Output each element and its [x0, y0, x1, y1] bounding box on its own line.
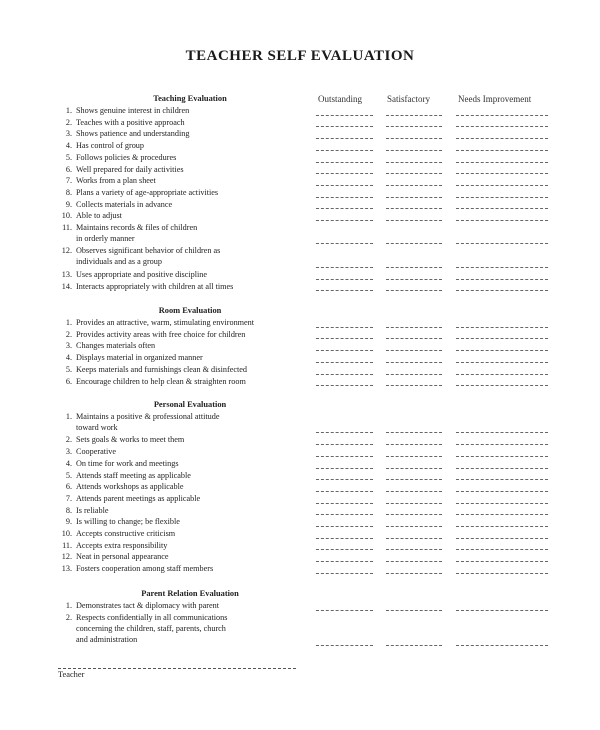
- rating-blank-needs-improvement[interactable]: [456, 479, 548, 480]
- evaluation-item: [58, 128, 308, 139]
- teacher-signature-label: Teacher: [58, 670, 85, 679]
- rating-blank-satisfactory[interactable]: [386, 479, 442, 480]
- rating-blank-satisfactory[interactable]: [386, 374, 442, 375]
- evaluation-item: [58, 481, 308, 492]
- rating-blank-satisfactory[interactable]: [386, 549, 442, 550]
- rating-blank-needs-improvement[interactable]: [456, 549, 548, 550]
- item-text: Is reliable: [76, 505, 109, 515]
- rating-blank-satisfactory[interactable]: [386, 610, 442, 611]
- rating-blank-needs-improvement[interactable]: [456, 279, 548, 280]
- evaluation-item: [58, 117, 308, 128]
- item-number: 13.: [61, 564, 72, 574]
- item-text: Accepts constructive criticism: [76, 529, 176, 538]
- section-title: Room Evaluation: [158, 306, 222, 315]
- rating-blank-needs-improvement[interactable]: [456, 350, 548, 351]
- rating-blank-needs-improvement[interactable]: [456, 514, 548, 515]
- rating-blank-outstanding[interactable]: [316, 197, 373, 198]
- rating-blank-satisfactory[interactable]: [386, 338, 442, 339]
- rating-blank-satisfactory[interactable]: [386, 197, 442, 198]
- item-text: Well prepared for daily activities: [76, 164, 184, 174]
- rating-blank-satisfactory[interactable]: [386, 243, 442, 244]
- item-text: Attends parent meetings as applicable: [76, 493, 201, 503]
- item-text: Observes significant behavior of children as: [76, 246, 221, 256]
- rating-blank-outstanding[interactable]: [316, 220, 373, 221]
- rating-blank-satisfactory[interactable]: [386, 432, 442, 433]
- evaluation-item: [58, 458, 308, 469]
- evaluation-item: [58, 563, 308, 574]
- rating-blank-outstanding[interactable]: [316, 610, 373, 611]
- item-number: 4.: [65, 353, 72, 363]
- item-number: 9.: [65, 199, 72, 209]
- item-number: 13.: [61, 269, 72, 279]
- rating-blank-needs-improvement[interactable]: [456, 432, 548, 433]
- item-number: 11.: [62, 540, 72, 550]
- item-text-continued: and administration: [76, 634, 138, 644]
- evaluation-item: [58, 528, 308, 539]
- rating-blank-needs-improvement[interactable]: [456, 185, 548, 186]
- rating-blank-needs-improvement[interactable]: [456, 573, 548, 574]
- rating-blank-outstanding[interactable]: [316, 173, 373, 174]
- rating-blank-needs-improvement[interactable]: [456, 374, 548, 375]
- rating-blank-satisfactory[interactable]: [386, 444, 442, 445]
- item-text: Interacts appropriately with children at all times: [76, 281, 234, 291]
- item-text: Demonstrates tact & diplomacy with parent: [76, 601, 220, 610]
- item-number: 14.: [61, 281, 72, 291]
- item-text: On time for work and meetings: [76, 458, 179, 468]
- evaluation-item: [58, 364, 308, 375]
- rating-blank-needs-improvement[interactable]: [456, 385, 548, 386]
- rating-blank-satisfactory[interactable]: [386, 350, 442, 351]
- item-number: 6.: [65, 376, 72, 386]
- item-text: Fosters cooperation among staff members: [76, 564, 214, 574]
- rating-blank-needs-improvement[interactable]: [456, 444, 548, 445]
- item-text: Attends staff meeting as applicable: [76, 470, 191, 480]
- rating-blank-needs-improvement[interactable]: [456, 243, 548, 244]
- item-number: 8.: [65, 505, 72, 515]
- rating-blank-outstanding[interactable]: [316, 267, 373, 268]
- rating-blank-satisfactory[interactable]: [386, 162, 442, 163]
- item-number: 12.: [61, 246, 72, 256]
- rating-blank-outstanding[interactable]: [316, 444, 373, 445]
- item-text: Plans a variety of age-appropriate activities: [76, 187, 219, 197]
- rating-blank-outstanding[interactable]: [316, 432, 373, 433]
- rating-blank-satisfactory[interactable]: [386, 573, 442, 574]
- rating-blank-outstanding[interactable]: [316, 362, 373, 363]
- rating-blank-satisfactory[interactable]: [386, 126, 442, 127]
- item-text: Is willing to change; be flexible: [76, 517, 180, 527]
- evaluation-item: [58, 600, 308, 611]
- item-text: Attends workshops as applicable: [76, 482, 184, 492]
- rating-blank-outstanding[interactable]: [316, 162, 373, 163]
- evaluation-item: [58, 245, 308, 267]
- item-number: 1.: [65, 412, 72, 421]
- rating-blank-satisfactory[interactable]: [386, 503, 442, 504]
- rating-blank-outstanding[interactable]: [316, 561, 373, 562]
- rating-blank-satisfactory[interactable]: [386, 290, 442, 291]
- evaluation-item: [58, 551, 308, 562]
- teacher-signature-line[interactable]: [58, 668, 296, 669]
- section-title: Personal Evaluation: [153, 400, 227, 409]
- rating-blank-satisfactory[interactable]: [386, 514, 442, 515]
- evaluation-item: [58, 175, 308, 186]
- item-text: Follows policies & procedures: [76, 152, 177, 162]
- rating-blank-needs-improvement[interactable]: [456, 468, 548, 469]
- rating-blank-needs-improvement[interactable]: [456, 362, 548, 363]
- rating-blank-outstanding[interactable]: [316, 385, 373, 386]
- item-number: 8.: [65, 187, 72, 197]
- item-text: Respects confidentially in all communications: [76, 612, 228, 622]
- item-text-continued: individuals and as a group: [76, 257, 162, 267]
- item-number: 5.: [65, 152, 72, 162]
- rating-blank-needs-improvement[interactable]: [456, 503, 548, 504]
- rating-blank-needs-improvement[interactable]: [456, 220, 548, 221]
- item-text: Shows genuine interest in children: [76, 106, 190, 115]
- rating-blank-needs-improvement[interactable]: [456, 561, 548, 562]
- rating-blank-needs-improvement[interactable]: [456, 197, 548, 198]
- rating-blank-satisfactory[interactable]: [386, 327, 442, 328]
- rating-blank-outstanding[interactable]: [316, 115, 373, 116]
- rating-blank-satisfactory[interactable]: [386, 538, 442, 539]
- rating-blank-satisfactory[interactable]: [386, 173, 442, 174]
- rating-blank-outstanding[interactable]: [316, 645, 373, 646]
- rating-blank-outstanding[interactable]: [316, 150, 373, 151]
- item-text: Teaches with a positive approach: [76, 117, 185, 127]
- rating-blank-needs-improvement[interactable]: [456, 327, 548, 328]
- item-text: Provides an attractive, warm, stimulating environment: [76, 318, 255, 327]
- rating-blank-satisfactory[interactable]: [386, 362, 442, 363]
- item-number: 2.: [65, 612, 72, 622]
- rating-blank-outstanding[interactable]: [316, 350, 373, 351]
- item-number: 5.: [65, 470, 72, 480]
- item-text-continued: toward work: [76, 423, 118, 432]
- item-text: Accepts extra responsibility: [76, 540, 168, 550]
- rating-blank-outstanding[interactable]: [316, 503, 373, 504]
- evaluation-item: [58, 516, 308, 527]
- item-text: Uses appropriate and positive discipline: [76, 269, 207, 279]
- rating-blank-outstanding[interactable]: [316, 456, 373, 457]
- column-header-satisfactory: Satisfactory: [387, 94, 430, 104]
- item-number: 2.: [65, 117, 72, 127]
- rating-blank-needs-improvement[interactable]: [456, 456, 548, 457]
- item-number: 1.: [65, 318, 72, 327]
- rating-blank-outstanding[interactable]: [316, 514, 373, 515]
- item-number: 2.: [65, 329, 72, 339]
- rating-blank-outstanding[interactable]: [316, 290, 373, 291]
- item-number: 1.: [65, 601, 72, 610]
- evaluation-item: [58, 210, 308, 221]
- evaluation-item: [58, 222, 308, 244]
- item-text: Encourage children to help clean & straighten room: [76, 376, 246, 386]
- rating-blank-satisfactory[interactable]: [386, 279, 442, 280]
- rating-blank-satisfactory[interactable]: [386, 561, 442, 562]
- rating-blank-satisfactory[interactable]: [386, 185, 442, 186]
- rating-blank-satisfactory[interactable]: [386, 150, 442, 151]
- item-number: 12.: [61, 552, 72, 562]
- rating-blank-outstanding[interactable]: [316, 208, 373, 209]
- item-text: Maintains records & files of children: [76, 223, 198, 232]
- rating-blank-needs-improvement[interactable]: [456, 150, 548, 151]
- item-number: 7.: [65, 176, 72, 186]
- document-title: TEACHER SELF EVALUATION: [185, 48, 415, 64]
- item-text: Neat in personal appearance: [76, 552, 169, 562]
- rating-blank-satisfactory[interactable]: [386, 645, 442, 646]
- evaluation-item: [58, 164, 308, 175]
- item-number: 11.: [62, 223, 72, 232]
- rating-blank-satisfactory[interactable]: [386, 468, 442, 469]
- item-number: 5.: [65, 364, 72, 374]
- rating-blank-needs-improvement[interactable]: [456, 645, 548, 646]
- rating-blank-outstanding[interactable]: [316, 279, 373, 280]
- rating-blank-needs-improvement[interactable]: [456, 338, 548, 339]
- rating-blank-satisfactory[interactable]: [386, 138, 442, 139]
- item-number: 2.: [65, 435, 72, 445]
- item-text: Cooperative: [76, 447, 117, 457]
- evaluation-item: [58, 540, 308, 551]
- rating-blank-satisfactory[interactable]: [386, 385, 442, 386]
- rating-blank-outstanding[interactable]: [316, 491, 373, 492]
- evaluation-item: [58, 199, 308, 210]
- rating-blank-needs-improvement[interactable]: [456, 267, 548, 268]
- item-text: Sets goals & works to meet them: [76, 435, 185, 445]
- evaluation-item: [58, 493, 308, 504]
- rating-blank-needs-improvement[interactable]: [456, 173, 548, 174]
- rating-blank-outstanding[interactable]: [316, 126, 373, 127]
- item-number: 10.: [61, 529, 72, 538]
- item-text: Shows patience and understanding: [76, 129, 190, 139]
- evaluation-item: [58, 376, 308, 387]
- item-number: 3.: [65, 341, 72, 351]
- item-text: Works from a plan sheet: [76, 176, 156, 186]
- item-text-continued: in orderly manner: [76, 234, 135, 243]
- evaluation-item: [58, 140, 308, 151]
- column-header-needs-improvement: Needs Improvement: [458, 94, 532, 104]
- rating-blank-satisfactory[interactable]: [386, 267, 442, 268]
- rating-blank-needs-improvement[interactable]: [456, 208, 548, 209]
- rating-blank-satisfactory[interactable]: [386, 526, 442, 527]
- rating-blank-outstanding[interactable]: [316, 338, 373, 339]
- evaluation-item: [58, 411, 308, 433]
- rating-blank-outstanding[interactable]: [316, 243, 373, 244]
- evaluation-item: [58, 446, 308, 457]
- rating-blank-needs-improvement[interactable]: [456, 126, 548, 127]
- rating-blank-outstanding[interactable]: [316, 538, 373, 539]
- evaluation-item: [58, 612, 308, 645]
- section-title: Parent Relation Evaluation: [141, 589, 239, 598]
- item-text: Able to adjust: [76, 211, 122, 221]
- item-number: 9.: [65, 517, 72, 527]
- rating-blank-satisfactory[interactable]: [386, 491, 442, 492]
- evaluation-item: [58, 281, 308, 292]
- item-text: Provides activity areas with free choice for children: [76, 329, 246, 339]
- item-number: 4.: [65, 141, 72, 151]
- rating-blank-needs-improvement[interactable]: [456, 162, 548, 163]
- rating-blank-outstanding[interactable]: [316, 549, 373, 550]
- rating-blank-satisfactory[interactable]: [386, 208, 442, 209]
- item-number: 3.: [65, 129, 72, 139]
- evaluation-item: [58, 352, 308, 363]
- rating-blank-needs-improvement[interactable]: [456, 526, 548, 527]
- rating-blank-needs-improvement[interactable]: [456, 538, 548, 539]
- column-header-outstanding: Outstanding: [318, 94, 362, 104]
- item-number: 3.: [65, 447, 72, 457]
- rating-blank-satisfactory[interactable]: [386, 115, 442, 116]
- item-text: Has control of group: [76, 141, 144, 151]
- item-number: 6.: [65, 482, 72, 492]
- evaluation-item: [58, 505, 308, 516]
- item-text: Displays material in organized manner: [76, 353, 203, 363]
- rating-blank-needs-improvement[interactable]: [456, 115, 548, 116]
- rating-blank-outstanding[interactable]: [316, 138, 373, 139]
- rating-blank-outstanding[interactable]: [316, 374, 373, 375]
- rating-blank-needs-improvement[interactable]: [456, 491, 548, 492]
- item-text: Collects materials in advance: [76, 199, 173, 209]
- rating-blank-needs-improvement[interactable]: [456, 138, 548, 139]
- rating-blank-outstanding[interactable]: [316, 526, 373, 527]
- evaluation-item: [58, 187, 308, 198]
- item-text-continued: concerning the children, staff, parents, church: [76, 623, 226, 633]
- evaluation-item: [58, 470, 308, 481]
- rating-blank-satisfactory[interactable]: [386, 456, 442, 457]
- item-number: 1.: [65, 106, 72, 115]
- item-number: 6.: [65, 164, 72, 174]
- item-number: 10.: [61, 211, 72, 221]
- rating-blank-satisfactory[interactable]: [386, 220, 442, 221]
- evaluation-item: [58, 340, 308, 351]
- rating-blank-outstanding[interactable]: [316, 573, 373, 574]
- evaluation-item: [58, 329, 308, 340]
- rating-blank-outstanding[interactable]: [316, 327, 373, 328]
- item-text: Maintains a positive & professional attitude: [76, 412, 220, 421]
- evaluation-item: [58, 269, 308, 280]
- item-text: Keeps materials and furnishings clean & disinfected: [76, 364, 247, 374]
- rating-blank-needs-improvement[interactable]: [456, 290, 548, 291]
- item-text: Changes materials often: [76, 341, 156, 351]
- rating-blank-outstanding[interactable]: [316, 185, 373, 186]
- evaluation-item: [58, 152, 308, 163]
- evaluation-item: [58, 105, 308, 116]
- item-number: 4.: [65, 458, 72, 468]
- item-number: 7.: [65, 493, 72, 503]
- rating-blank-needs-improvement[interactable]: [456, 610, 548, 611]
- evaluation-item: [58, 317, 308, 328]
- evaluation-item: [58, 434, 308, 445]
- rating-blank-outstanding[interactable]: [316, 468, 373, 469]
- section-title: Teaching Evaluation: [153, 94, 227, 103]
- rating-blank-outstanding[interactable]: [316, 479, 373, 480]
